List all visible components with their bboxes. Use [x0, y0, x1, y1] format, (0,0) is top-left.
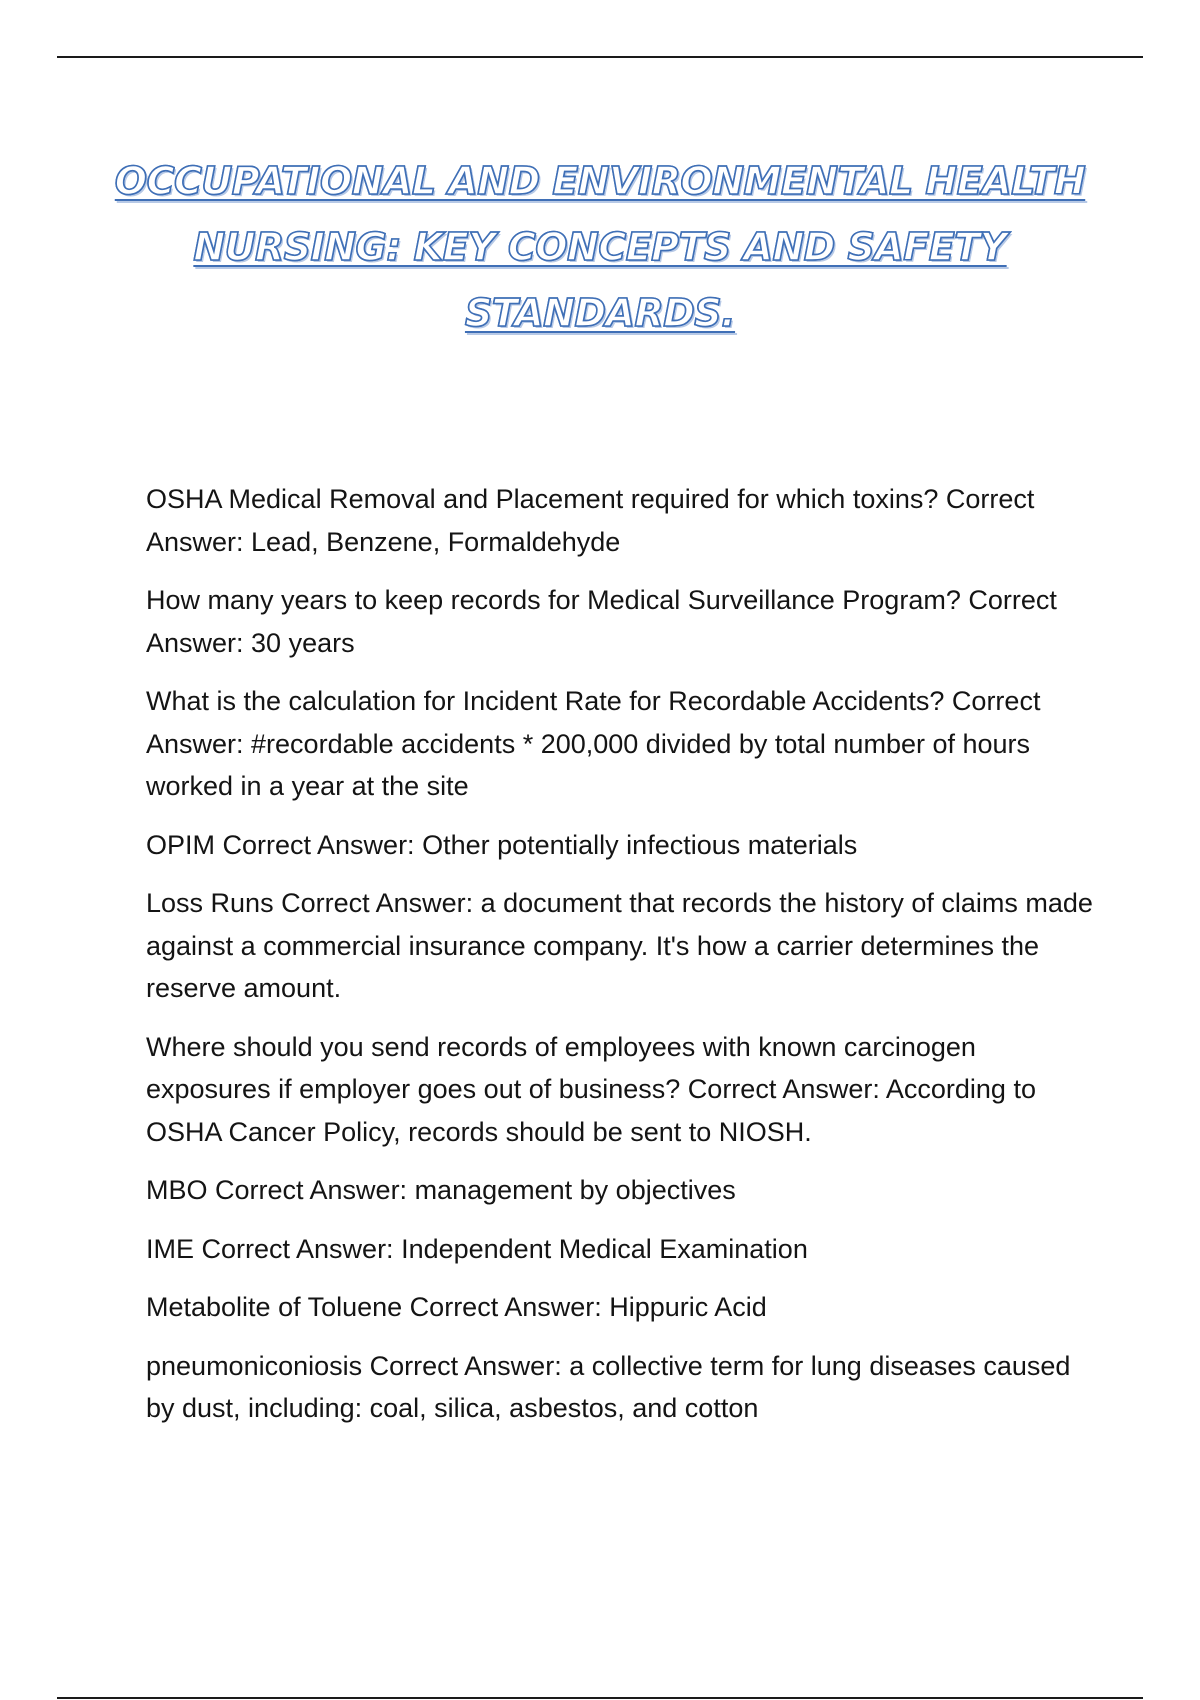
qa-entry-carcinogen-records: Where should you send records of employees with known carcinogen exposures if employer goes out of business? Correct Answer: According to OSHA Cancer Policy, records should be sent to NIOSH. — [146, 1031, 1036, 1147]
header-rule — [57, 56, 1143, 58]
qa-entry-toluene-metabolite: Metabolite of Toluene Correct Answer: Hippuric Acid — [146, 1292, 767, 1322]
qa-entry-ime: IME Correct Answer: Independent Medical Examination — [146, 1233, 808, 1264]
footer-rule — [57, 1697, 1143, 1699]
qa-entry-mbo: MBO Correct Answer: management by objectives — [146, 1175, 736, 1205]
qa-list — [146, 478, 1106, 1446]
qa-entry-incident-rate: What is the calculation for Incident Rate for Recordable Accidents? Correct Answer: #recordable accidents * 200,000 divided by total number of hours worked in a year at the site — [146, 686, 1041, 801]
qa-entry-opim: OPIM Correct Answer: Other potentially infectious materials — [146, 829, 858, 860]
qa-entry-record-retention: How many years to keep records for Medical Surveillance Program? Correct Answer: 30 years — [146, 585, 1057, 658]
document-title: OCCUPATIONAL AND ENVIRONMENTAL HEALTH NURSING: KEY CONCEPTS AND SAFETY STANDARDS. — [114, 159, 1086, 335]
qa-entry-osha-medical-removal: OSHA Medical Removal and Placement required for which toxins? Correct Answer: Lead, Benzene, Formaldehyde — [146, 484, 1035, 557]
qa-entry-pneumoconiosis: pneumoniconiosis Correct Answer: a collective term for lung diseases caused by dust, including: coal, silica, asbestos, and cotton — [146, 1350, 1071, 1423]
qa-entry-loss-runs: Loss Runs Correct Answer: a document that records the history of claims made against a commercial insurance company. It's how a carrier determines the reserve amount. — [146, 888, 1093, 1003]
